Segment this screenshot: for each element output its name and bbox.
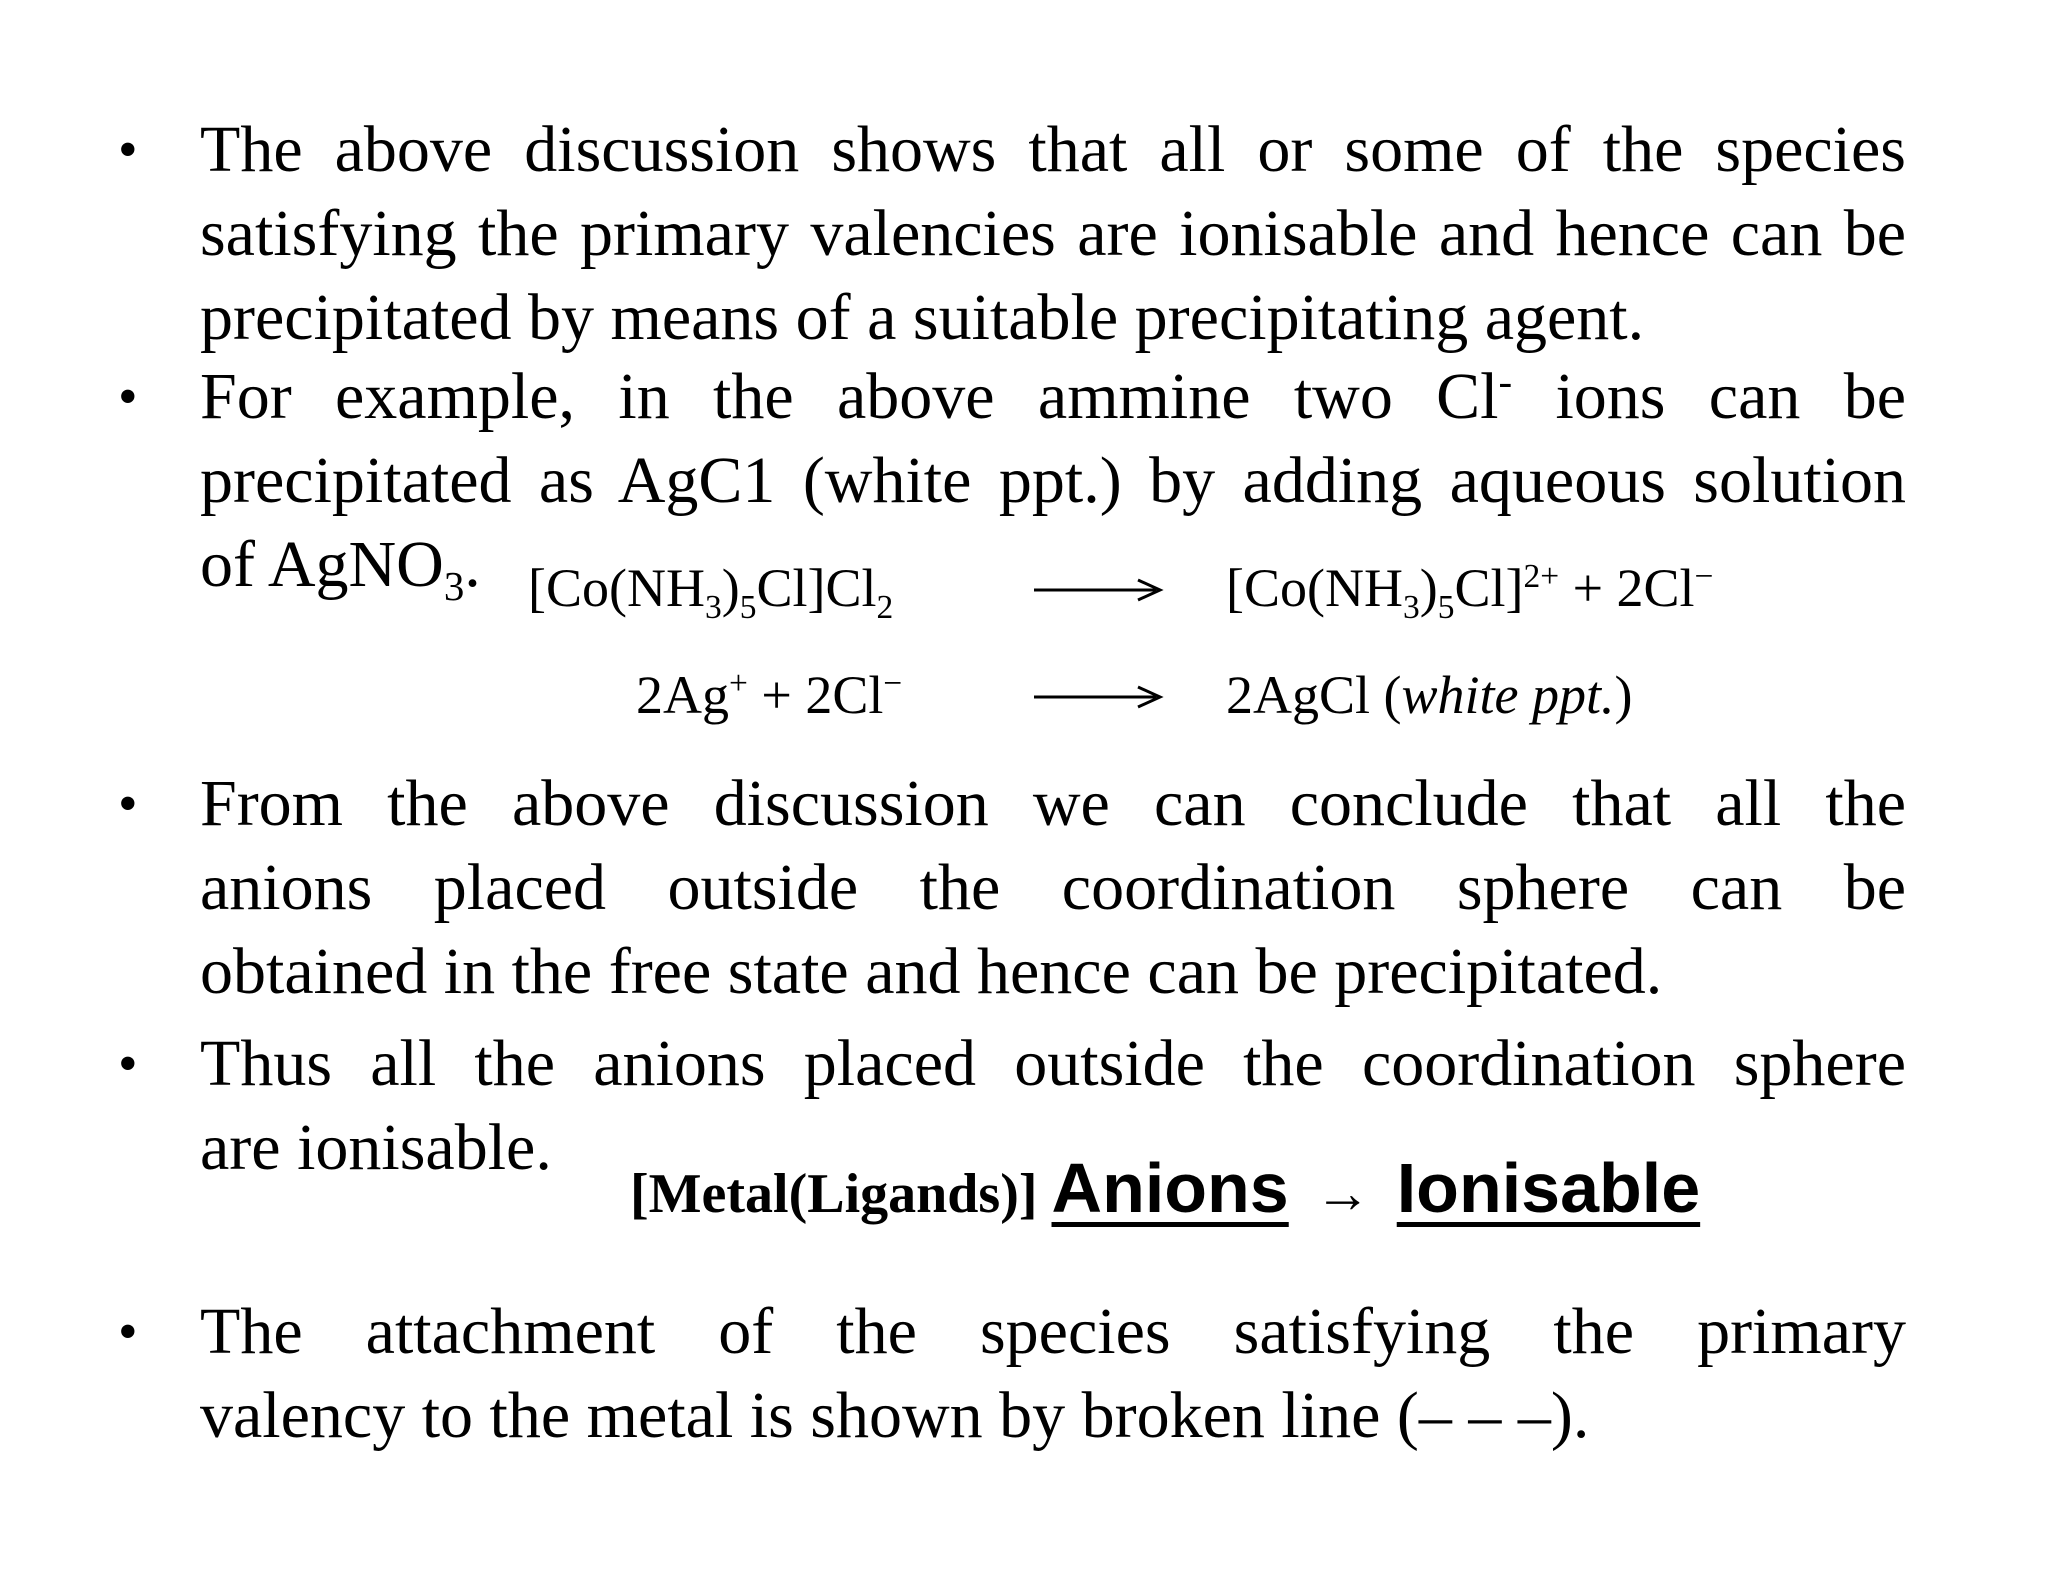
bullet-1	[200, 108, 1906, 360]
bullet-2-line-1: For example, in the above ammine two Cl- ions can be	[200, 359, 1906, 433]
summary-arrow: →	[1314, 1163, 1371, 1225]
bullet-dot: •	[118, 366, 138, 428]
bullet-dot: •	[118, 1033, 138, 1095]
reaction-1-right: $[Co(NH_3)_5Cl]^{2+} + 2Cl^-$	[1226, 558, 1714, 626]
reaction-2-right: 2AgCl (white ppt.)	[1226, 665, 1633, 725]
reaction-2-left: 2Ag+ + 2Cl−	[636, 665, 903, 725]
bullet-4-line-2: are ionisable.	[200, 1111, 552, 1184]
bullet-1-line-2: satisfying the primary valencies are ionisable and hence can be	[200, 197, 1906, 270]
summary-anions: Anions	[1051, 1149, 1289, 1227]
bullet-dot: •	[118, 1301, 138, 1363]
reaction-1-left: $[Co(NH_3)_5Cl]Cl_2$	[528, 558, 894, 626]
bullet-2-line-3: of AgNO$_3$.	[200, 528, 481, 610]
bullet-dot: •	[118, 773, 138, 835]
bullet-3-line-1: From the above discussion we can conclude that all the	[200, 767, 1906, 840]
reaction-arrow-icon	[1030, 677, 1170, 717]
bullet-4-line-1: Thus all the anions placed outside the coordination sphere	[200, 1027, 1906, 1100]
bullet-1-line-1: The above discussion shows that all or some of the species	[200, 113, 1906, 186]
bullet-2-line-2: precipitated as AgC1 (white ppt.) by adding aqueous solution	[200, 444, 1906, 517]
bullet-3	[200, 762, 1906, 1014]
reaction-arrow-icon	[1030, 570, 1170, 610]
bullet-5-line-1: The attachment of the species satisfying the primary	[200, 1295, 1906, 1368]
bullet-5-line-2: valency to the metal is shown by broken line (– – –).	[200, 1379, 1590, 1452]
bullet-dot: •	[118, 119, 138, 181]
ionisable-summary	[630, 1148, 1700, 1234]
bullet-3-line-2: anions placed outside the coordination sphere can be	[200, 851, 1906, 924]
bullet-3-line-3: obtained in the free state and hence can be precipitated.	[200, 935, 1663, 1008]
bullet-1-line-3: precipitated by means of a suitable precipitating agent.	[200, 281, 1645, 354]
summary-ionisable: Ionisable	[1396, 1149, 1701, 1227]
summary-metal-ligands: [Metal(Ligands)]	[630, 1163, 1038, 1225]
bullet-5	[200, 1290, 1906, 1458]
